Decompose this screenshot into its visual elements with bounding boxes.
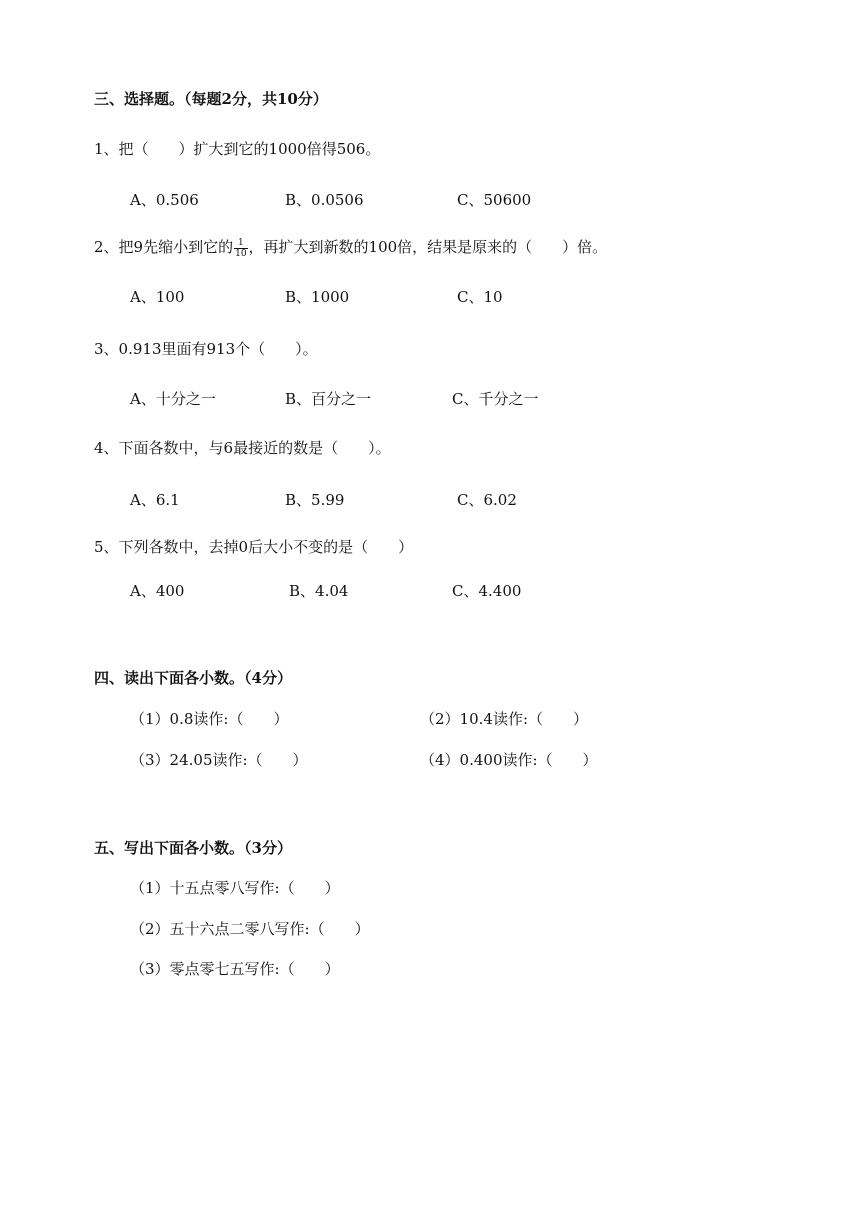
- question-2-option-a: A、100: [130, 288, 185, 306]
- write-item-2: （2）五十六点二零八写作:（ ）: [130, 920, 370, 938]
- write-item-3: （3）零点零七五写作:（ ）: [130, 960, 340, 978]
- question-4-option-c: C、6.02: [457, 491, 517, 509]
- question-5-option-a: A、400: [130, 582, 185, 600]
- section-3-title: 三、选择题。（每题2分，共10分）: [94, 90, 328, 108]
- question-3-option-b: B、百分之一: [285, 390, 372, 408]
- read-item-1: （1）0.8读作:（ ）: [130, 710, 289, 728]
- question-1-option-a: A、0.506: [130, 191, 199, 209]
- question-1-option-b: B、0.0506: [285, 191, 364, 209]
- question-2-text-pre: 2、把9先缩小到它的: [94, 238, 234, 256]
- question-4-text: 4、下面各数中，与6最接近的数是（ ）。: [94, 439, 391, 457]
- question-5-text: 5、下列各数中，去掉0后大小不变的是（ ）: [94, 538, 414, 556]
- section-4-title: 四、读出下面各小数。（4分）: [94, 669, 292, 687]
- read-item-3: （3）24.05读作:（ ）: [130, 751, 308, 769]
- fraction-one-tenth: [234, 238, 247, 259]
- fraction-numerator: 1: [234, 238, 247, 249]
- fraction-denominator: 10: [235, 248, 247, 259]
- question-1-text: 1、把（ ）扩大到它的1000倍得506。: [94, 140, 381, 158]
- read-item-4: （4）0.400读作:（ ）: [420, 751, 598, 769]
- question-5-option-b: B、4.04: [289, 582, 349, 600]
- read-item-2: （2）10.4读作:（ ）: [420, 710, 588, 728]
- section-5-title: 五、写出下面各小数。（3分）: [94, 839, 292, 857]
- question-5-option-c: C、4.400: [452, 582, 522, 600]
- question-4-option-a: A、6.1: [130, 491, 180, 509]
- write-item-1: （1）十五点零八写作:（ ）: [130, 879, 340, 897]
- question-2-text-post: ，再扩大到新数的100倍，结果是原来的（ ）倍。: [248, 238, 608, 256]
- question-2-option-b: B、1000: [285, 288, 350, 306]
- question-2-text: [94, 237, 607, 259]
- question-3-text: 3、0.913里面有913个（ ）。: [94, 340, 318, 358]
- question-1-option-c: C、50600: [457, 191, 532, 209]
- question-3-option-c: C、千分之一: [452, 390, 539, 408]
- question-4-option-b: B、5.99: [285, 491, 345, 509]
- question-3-option-a: A、十分之一: [130, 390, 216, 408]
- question-2-option-c: C、10: [457, 288, 503, 306]
